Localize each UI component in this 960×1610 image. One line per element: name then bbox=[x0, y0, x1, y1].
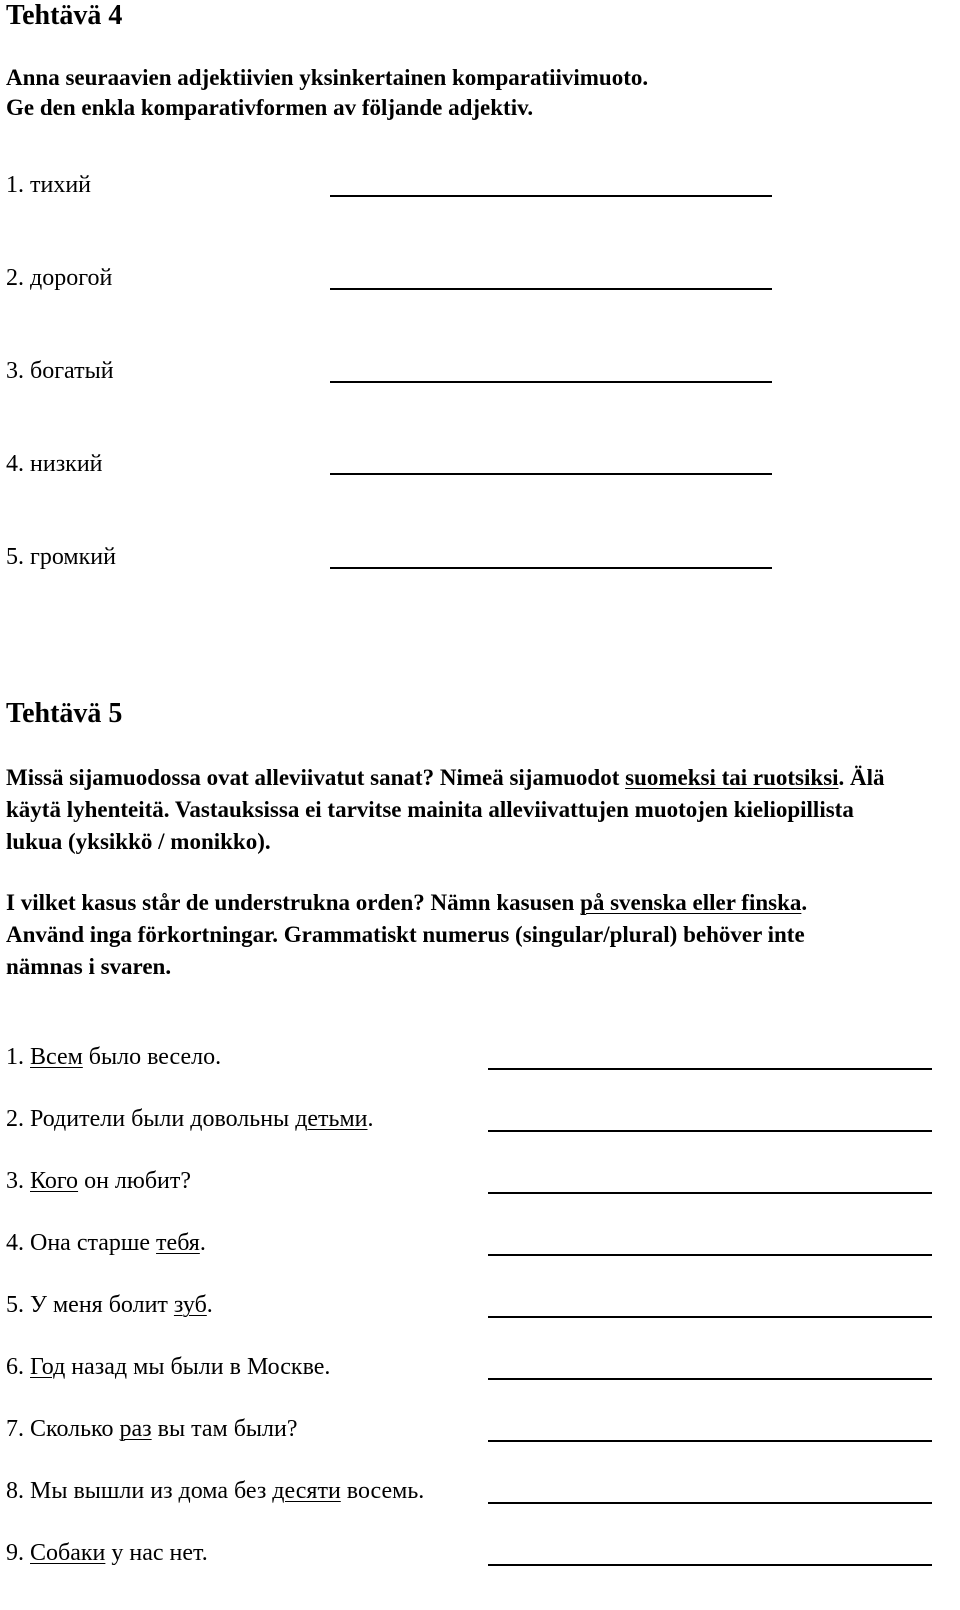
task5-instruction-fi bbox=[6, 762, 906, 858]
task5-answer-line-6[interactable] bbox=[488, 1378, 932, 1380]
task4-title: Tehtävä 4 bbox=[6, 0, 123, 31]
task5-answer-line-8[interactable] bbox=[488, 1502, 932, 1504]
task4-answer-line-4[interactable] bbox=[330, 473, 772, 475]
underlined-word: тебя bbox=[156, 1230, 200, 1256]
text-segment: 8. Мы вышли из дома без bbox=[6, 1478, 273, 1504]
task4-item-3: 3. богатый bbox=[6, 358, 114, 384]
task5-item-4 bbox=[6, 1230, 206, 1257]
underlined-word: зуб bbox=[173, 1292, 207, 1318]
underlined-word: раз bbox=[119, 1416, 152, 1442]
text-segment: . bbox=[367, 1106, 374, 1132]
task4-answer-line-2[interactable] bbox=[330, 288, 772, 290]
text-segment: у нас нет. bbox=[105, 1540, 208, 1566]
text-segment: 9. bbox=[6, 1540, 30, 1566]
text-segment: 6. bbox=[6, 1354, 30, 1380]
text-segment: 2. Родители были довольны bbox=[6, 1106, 296, 1132]
text-segment: I vilket kasus står de understrukna orden? Nämn kasusen bbox=[6, 890, 581, 915]
text-segment: 5. У меня болит bbox=[6, 1292, 174, 1318]
task5-item-6 bbox=[6, 1354, 330, 1381]
text-segment: . bbox=[206, 1292, 213, 1318]
task5-answer-line-4[interactable] bbox=[488, 1254, 932, 1256]
underlined-phrase: suomeksi tai ruotsiksi bbox=[625, 765, 839, 790]
text-segment: 4. Она старше bbox=[6, 1230, 157, 1256]
task4-instruction-fi: Anna seuraavien adjektiivien yksinkertainen komparatiivimuoto. bbox=[6, 65, 649, 90]
text-segment: 7. Сколько bbox=[6, 1416, 120, 1442]
task4-item-1: 1. тихий bbox=[6, 172, 92, 198]
task4-instruction-sv: Ge den enkla komparativformen av följande adjektiv. bbox=[6, 95, 534, 120]
text-segment: 1. bbox=[6, 1044, 30, 1070]
task5-answer-line-2[interactable] bbox=[488, 1130, 932, 1132]
text-segment: восемь. bbox=[340, 1478, 425, 1504]
underlined-word: десяти bbox=[272, 1478, 341, 1504]
task4-answer-line-1[interactable] bbox=[330, 195, 772, 197]
task4-item-5: 5. громкий bbox=[6, 544, 116, 570]
task5-item-2 bbox=[6, 1106, 374, 1133]
task5-item-9 bbox=[6, 1540, 208, 1567]
task4-item-4: 4. низкий bbox=[6, 451, 103, 477]
task4-answer-line-5[interactable] bbox=[330, 567, 772, 569]
text-segment: 3. bbox=[6, 1168, 30, 1194]
task5-answer-line-7[interactable] bbox=[488, 1440, 932, 1442]
text-segment: Missä sijamuodossa ovat alleviivatut sanat? Nimeä sijamuodot bbox=[6, 765, 626, 790]
underlined-phrase: på svenska eller finska bbox=[580, 890, 802, 915]
text-segment: . Använd inga förkortningar. Grammatiskt numerus (singular/plural) behöver inte nämnas i svaren. bbox=[6, 890, 808, 979]
underlined-word: Всем bbox=[30, 1044, 83, 1070]
text-segment: вы там были? bbox=[151, 1416, 298, 1442]
task5-item-1 bbox=[6, 1044, 221, 1071]
underlined-word: Год bbox=[30, 1354, 66, 1380]
task5-answer-line-9[interactable] bbox=[488, 1564, 932, 1566]
task5-title: Tehtävä 5 bbox=[6, 698, 123, 729]
task5-item-5 bbox=[6, 1292, 213, 1319]
underlined-word: детьми bbox=[295, 1106, 368, 1132]
task5-item-8 bbox=[6, 1478, 424, 1505]
text-segment: назад мы были в Москве. bbox=[65, 1354, 331, 1380]
text-segment: он любит? bbox=[78, 1168, 192, 1194]
task4-answer-line-3[interactable] bbox=[330, 381, 772, 383]
task4-item-2: 2. дорогой bbox=[6, 265, 113, 291]
text-segment: было весело. bbox=[82, 1044, 222, 1070]
task5-answer-line-3[interactable] bbox=[488, 1192, 932, 1194]
underlined-word: Кого bbox=[30, 1168, 79, 1194]
task5-answer-line-5[interactable] bbox=[488, 1316, 932, 1318]
text-segment: . bbox=[199, 1230, 206, 1256]
task5-item-3 bbox=[6, 1168, 191, 1195]
text-segment: . Älä käytä lyhenteitä. Vastauksissa ei tarvitse mainita alleviivattujen muotojen kieliopillista lukua (yksikkö / monikko). bbox=[6, 765, 885, 854]
task5-item-7 bbox=[6, 1416, 298, 1443]
underlined-word: Собаки bbox=[30, 1540, 106, 1566]
task5-instruction-sv bbox=[6, 887, 886, 983]
task5-answer-line-1[interactable] bbox=[488, 1068, 932, 1070]
